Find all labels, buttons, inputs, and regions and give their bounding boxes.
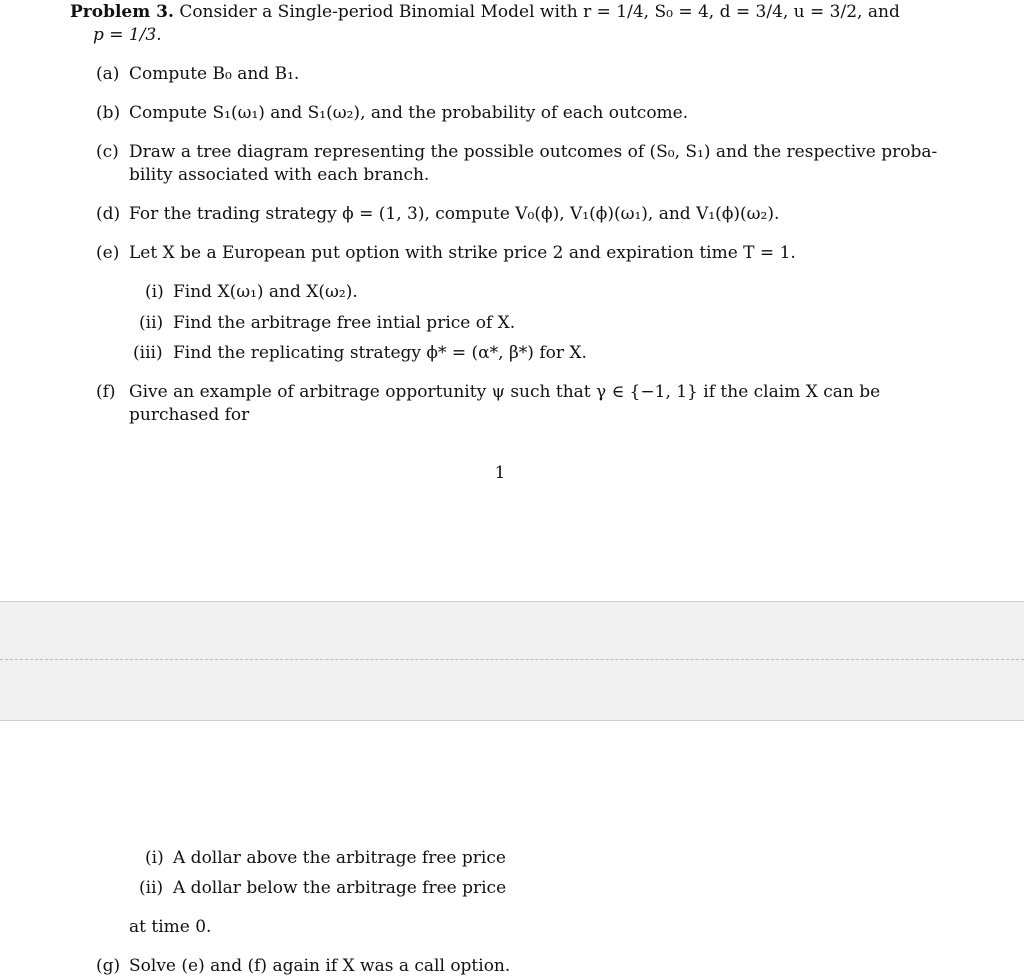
part-a-label: (a) bbox=[96, 64, 120, 84]
part-a-text: Compute B₀ and B₁. bbox=[129, 64, 300, 84]
part-e-sub-i-label: (i) bbox=[145, 282, 164, 302]
part-g-label: (g) bbox=[96, 956, 121, 976]
part-f-text-line-2: purchased for bbox=[129, 405, 250, 425]
part-b-text: Compute S₁(ω₁) and S₁(ω₂), and the probability of each outcome. bbox=[129, 103, 689, 123]
part-e-sub-ii-label: (ii) bbox=[139, 313, 164, 333]
part-c-text-line-1: Draw a tree diagram representing the possible outcomes of (S₀, S₁) and the respective proba- bbox=[129, 142, 938, 162]
part-f-sub-ii-label: (ii) bbox=[139, 878, 164, 898]
part-c-text-line-2: bility associated with each branch. bbox=[129, 165, 430, 185]
problem-heading: Problem 3. bbox=[70, 2, 174, 22]
part-f-sub-i-label: (i) bbox=[145, 848, 164, 868]
part-g-text: Solve (e) and (f) again if X was a call option. bbox=[129, 956, 511, 976]
part-f-sub-i-text: A dollar above the arbitrage free price bbox=[173, 848, 506, 868]
problem-intro-line-2: p = 1/3. bbox=[93, 25, 162, 45]
part-e-text: Let X be a European put option with strike price 2 and expiration time T = 1. bbox=[129, 243, 796, 263]
part-e-sub-i-text: Find X(ω₁) and X(ω₂). bbox=[173, 282, 358, 302]
part-e-sub-ii-text: Find the arbitrage free intial price of X. bbox=[173, 313, 516, 333]
part-d-text: For the trading strategy ϕ = (1, 3), compute V₀(ϕ), V₁(ϕ)(ω₁), and V₁(ϕ)(ω₂). bbox=[129, 204, 780, 224]
page-gap bbox=[0, 601, 1024, 721]
part-e-label: (e) bbox=[96, 243, 120, 263]
problem-intro-line-1 bbox=[70, 1, 900, 23]
page-break-line bbox=[0, 659, 1024, 660]
page-number: 1 bbox=[494, 463, 506, 483]
part-f-closing: at time 0. bbox=[129, 917, 212, 937]
problem-intro-text: Consider a Single-period Binomial Model with r = 1/4, S₀ = 4, d = 3/4, u = 3/2, and bbox=[179, 2, 900, 22]
part-f-label: (f) bbox=[96, 382, 116, 402]
part-f-text-line-1: Give an example of arbitrage opportunity ψ such that γ ∈ {−1, 1} if the claim X can be bbox=[129, 382, 881, 402]
part-b-label: (b) bbox=[96, 103, 121, 123]
part-e-sub-iii-label: (iii) bbox=[133, 343, 163, 363]
part-f-sub-ii-text: A dollar below the arbitrage free price bbox=[173, 878, 507, 898]
part-e-sub-iii-text: Find the replicating strategy ϕ* = (α*, β*) for X. bbox=[173, 343, 587, 363]
part-c-label: (c) bbox=[96, 142, 119, 162]
part-d-label: (d) bbox=[96, 204, 121, 224]
